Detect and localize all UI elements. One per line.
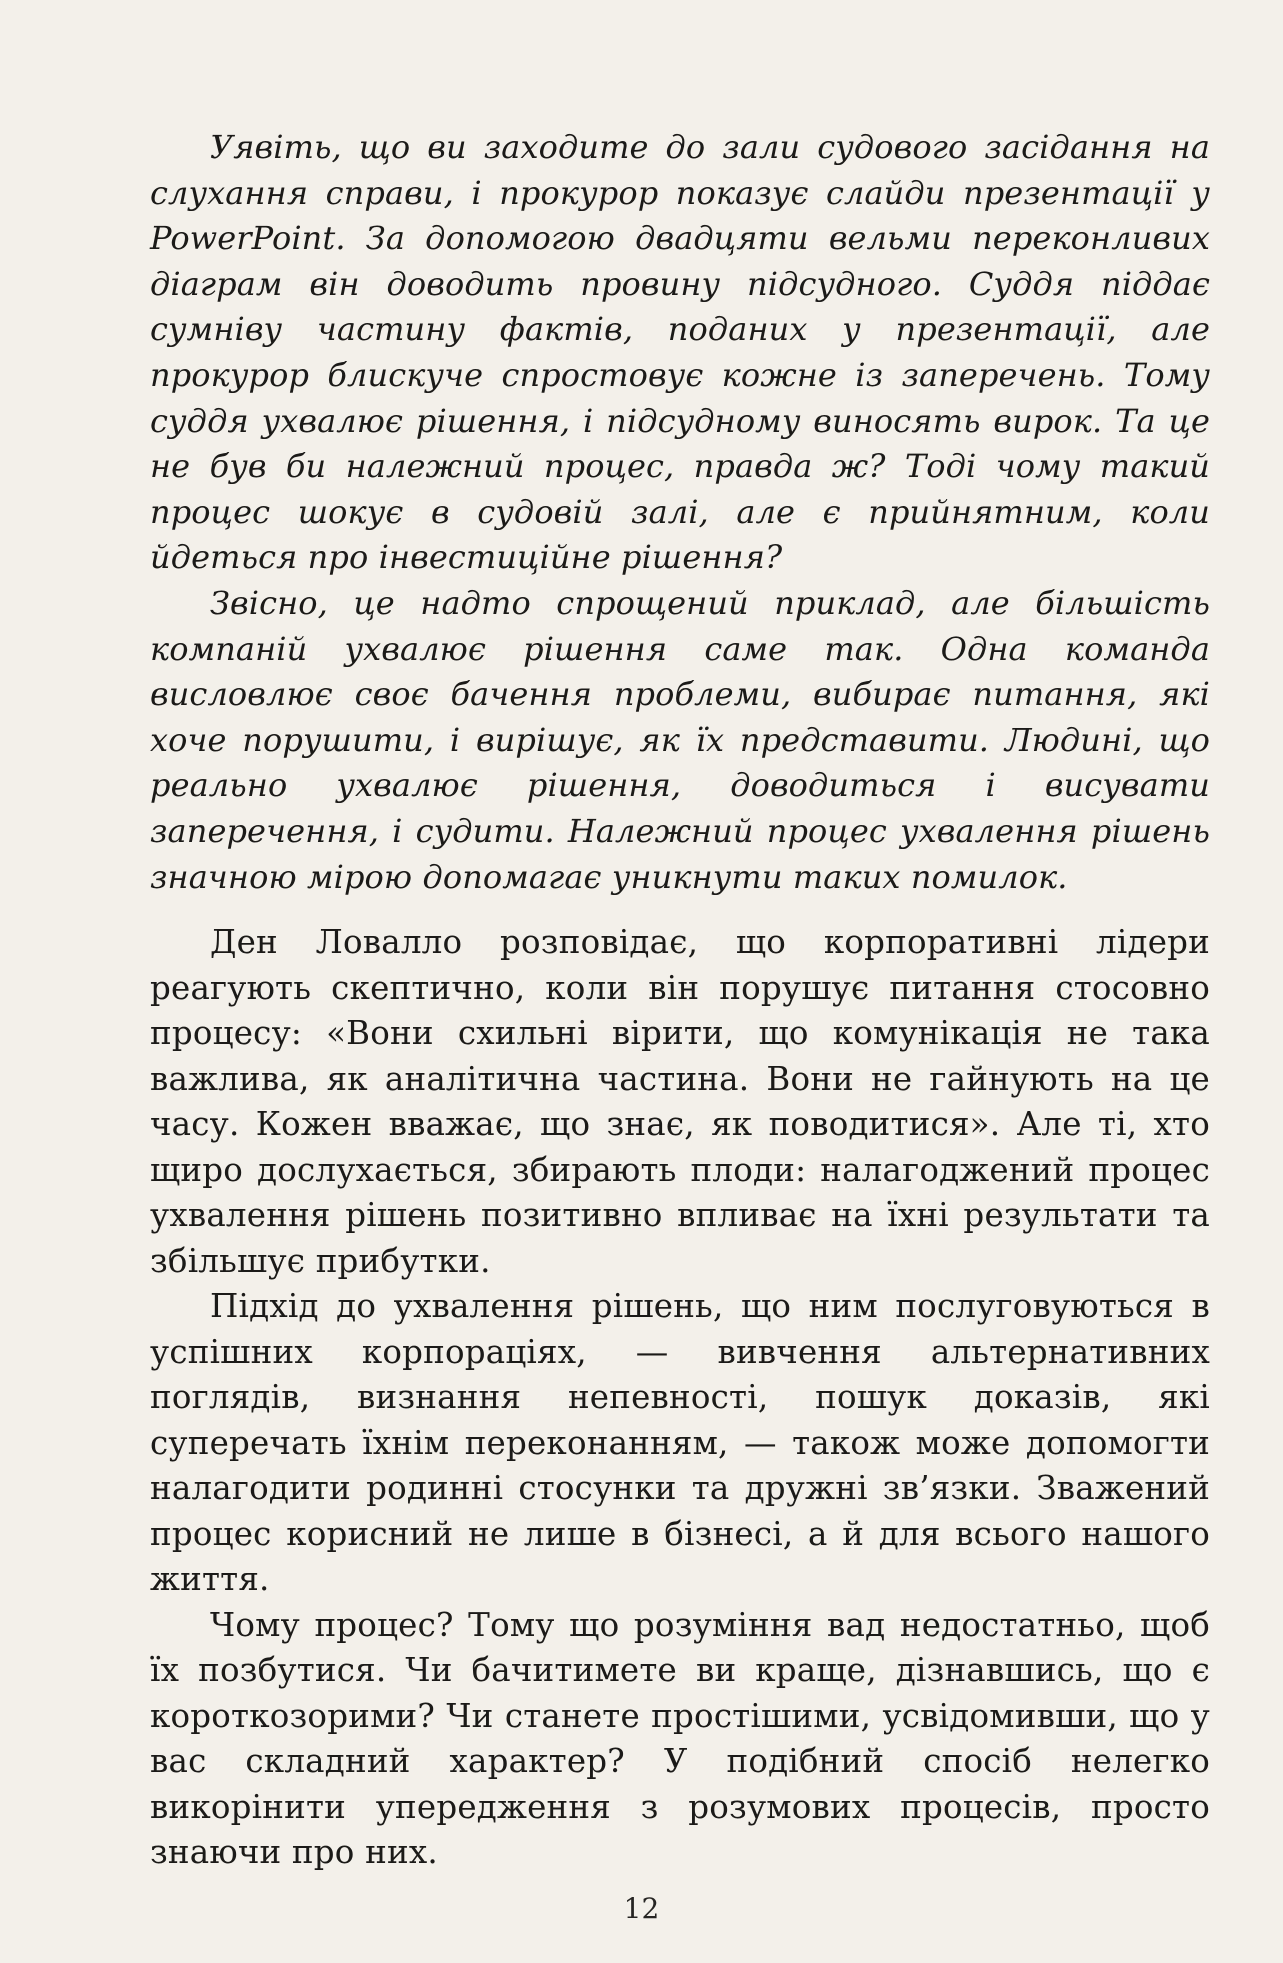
body-paragraph-3: Чому процес? Тому що розуміння вад недостатньо, щоб їх позбутися. Чи бачитимете ви краще, дізнавшись, що є короткозорими? Чи станете простішими, усвідомивши, що у вас складний характер? У подібний спосіб нелегко викорінити упередження з розумових процесів, просто знаючи про них.	[150, 1605, 1210, 1871]
body-paragraph-1: Ден Ловалло розповідає, що корпоративні лідери реагують скептично, коли він порушує питання стосовно процесу: «Вони схильні вірити, що комунікація не така важлива, як аналітична частина. Вони не гайнують на це часу. Кожен вважає, що знає, як поводитися». Але ті, хто щиро дослухається, збирають плоди: налагоджений процес ухвалення рішень позитивно впливає на їхні результати та збільшує прибутки.	[150, 923, 1210, 1280]
body-text	[150, 920, 1210, 1876]
page-number: 12	[623, 1892, 660, 1925]
italic-passage	[150, 125, 1210, 900]
body-paragraph-2: Підхід до ухвалення рішень, що ним послуговуються в успішних корпораціях, — вивчення альтернативних поглядів, визнання непевності, пошук доказів, які суперечать їхнім переконанням, — також може допомогти налагодити родинні стосунки та дружні зв’язки. Зважений процес корисний не лише в бізнесі, а й для всього нашого життя.	[150, 1287, 1210, 1598]
italic-paragraph-2: Звісно, це надто спрощений приклад, але більшість компаній ухвалює рішення саме так. Одна команда висловлює своє бачення проблеми, вибирає питання, які хоче порушити, і вирішує, як їх представити. Людині, що реально ухвалює рішення, доводиться і висувати заперечення, і судити. Належний процес ухвалення рішень значною мірою допомагає уникнути таких помилок.	[150, 583, 1210, 896]
italic-paragraph-1: Уявіть, що ви заходите до зали судового засідання на слухання справи, і прокурор показує слайди презентації у PowerPoint. За допомогою двадцяти вельми переконливих діаграм він доводить провину підсудного. Суддя піддає сумніву частину фактів, поданих у презентації, але прокурор блискуче спростовує кожне із заперечень. Тому суддя ухвалює рішення, і підсудному виносять вирок. Та це не був би належний процес, правда ж? Тоді чому такий процес шокує в судовій залі, але є прийнятним, коли йдеться про інвестиційне рішення?	[150, 128, 1210, 577]
